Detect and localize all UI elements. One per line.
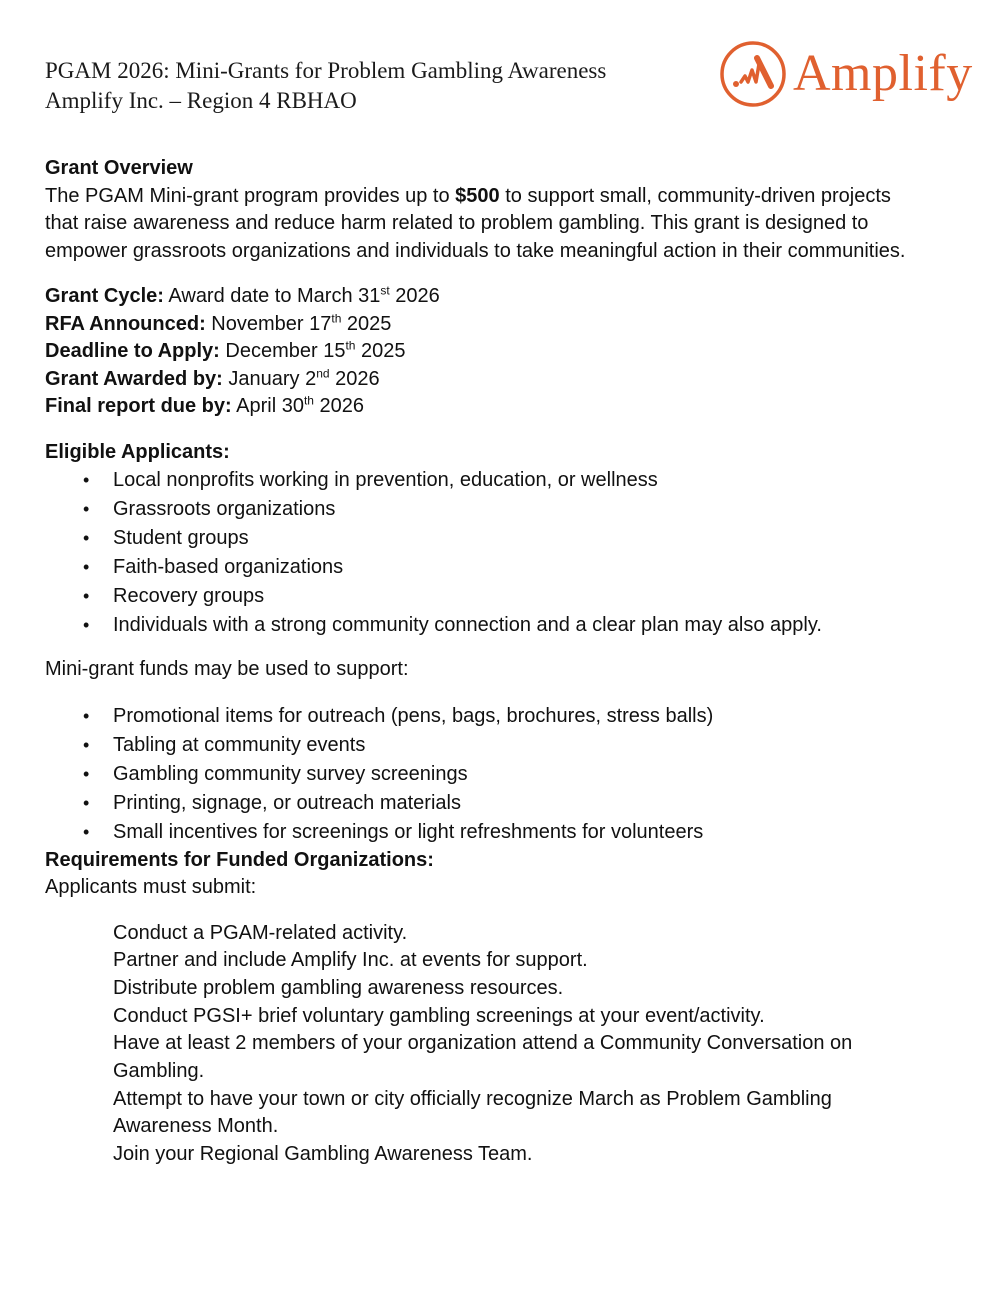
- grant-overview-heading: Grant Overview: [45, 157, 193, 179]
- list-item: • Recovery groups: [45, 582, 925, 611]
- funds-intro: Mini-grant funds may be used to support:: [45, 658, 409, 680]
- list-item: Distribute problem gambling awareness resources.: [113, 976, 564, 999]
- grant-overview-text: The PGAM Mini-grant program provides up to $500 to support small, community-driven projects that raise awareness and reduce harm related to problem gambling. This grant is designed to empower grassroots organizations and individuals to take meaningful action in their communities.: [45, 184, 906, 262]
- list-item: • Printing, signage, or outreach materials: [45, 789, 925, 818]
- amplify-logo: [719, 38, 973, 110]
- list-item: Partner and include Amplify Inc. at events for support.: [113, 949, 588, 972]
- list-item: • Grassroots organizations: [45, 495, 925, 524]
- date-grant-cycle: Grant Cycle: Award date to March 31st 2026: [45, 283, 440, 307]
- list-item: • Student groups: [45, 524, 925, 553]
- eligible-applicants-heading: Eligible Applicants:: [45, 440, 230, 463]
- requirements-list: [45, 920, 883, 1169]
- date-final-report: Final report due by: April 30th 2026: [45, 393, 365, 417]
- amplify-sound-wave-icon: [719, 40, 787, 108]
- list-item: • Small incentives for screenings or light refreshments for volunteers: [45, 818, 925, 847]
- document-body: [45, 155, 925, 1169]
- eligible-applicants-list: [45, 466, 925, 640]
- date-rfa-announced: RFA Announced: November 17th 2025: [45, 310, 392, 335]
- list-item: • Individuals with a strong community connection and a clear plan may also apply.: [45, 611, 925, 640]
- list-item: Conduct a PGAM-related activity.: [113, 921, 408, 944]
- funds-use-section: [45, 656, 925, 847]
- title-line-2: Amplify Inc. – Region 4 RBHAO: [45, 88, 357, 113]
- amplify-logo-text: Amplify: [793, 45, 973, 102]
- list-item: • Gambling community survey screenings: [45, 760, 925, 789]
- requirements-heading: Requirements for Funded Organizations:: [45, 848, 434, 871]
- grant-overview-section: [45, 155, 925, 265]
- list-item: • Faith-based organizations: [45, 553, 925, 582]
- funds-use-list: [45, 702, 925, 847]
- title-line-1: PGAM 2026: Mini-Grants for Problem Gambling Awareness: [45, 58, 607, 83]
- list-item: • Promotional items for outreach (pens, bags, brochures, stress balls): [45, 702, 925, 731]
- date-deadline-to-apply: Deadline to Apply: December 15th 2025: [45, 338, 406, 362]
- eligible-applicants-section: [45, 439, 925, 641]
- document-title: [45, 56, 606, 116]
- list-item: Have at least 2 members of your organization attend a Community Conversation on Gambling.: [113, 1032, 853, 1083]
- list-item: Join your Regional Gambling Awareness Team.: [113, 1143, 533, 1166]
- list-item: Attempt to have your town or city officially recognize March as Problem Gambling Awareness Month.: [113, 1087, 832, 1138]
- grant-amount: $500: [455, 184, 500, 207]
- key-dates-section: [45, 283, 925, 421]
- requirements-intro: Applicants must submit:: [45, 876, 257, 898]
- list-item: • Local nonprofits working in prevention, education, or wellness: [45, 466, 925, 495]
- list-item: Conduct PGSI+ brief voluntary gambling screenings at your event/activity.: [113, 1004, 765, 1027]
- requirements-section: [45, 847, 925, 1169]
- list-item: • Tabling at community events: [45, 731, 925, 760]
- date-grant-awarded: Grant Awarded by: January 2nd 2026: [45, 365, 380, 390]
